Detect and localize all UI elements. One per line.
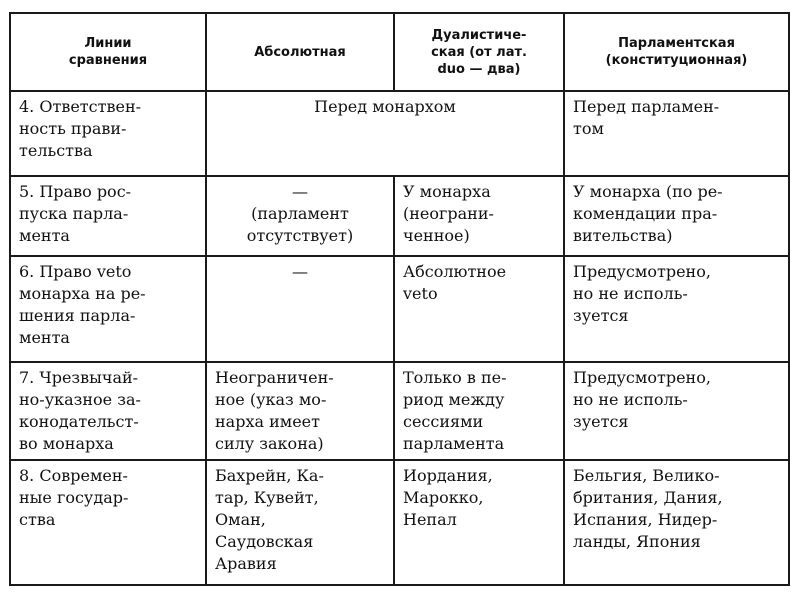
table-row xyxy=(10,91,789,176)
cell-parliamentary: Предусмотрено, но не исполь- зуется xyxy=(564,256,789,362)
table-row xyxy=(10,176,789,256)
row-criterion: 4. Ответствен- ность прави- тельства xyxy=(10,91,206,176)
row-criterion: 6. Право veto монарха на ре- шения парла- мента xyxy=(10,256,206,362)
cell-dualistic: У монарха (неограни- ченное) xyxy=(394,176,564,256)
header-dualistic: Дуалистиче- ская (от лат. duo — два) xyxy=(394,13,564,91)
cell-dualistic: Иордания, Марокко, Непал xyxy=(394,460,564,585)
monarchy-comparison-table xyxy=(9,12,790,586)
row-criterion: 7. Чрезвычай- но-указное за- конодательст- во монарха xyxy=(10,362,206,460)
cell-parliamentary: У монарха (по ре- комендации пра- вительства) xyxy=(564,176,789,256)
row-criterion: 8. Современ- ные государ- ства xyxy=(10,460,206,585)
header-row xyxy=(10,13,789,91)
table-row xyxy=(10,256,789,362)
cell-absolute: — (парламент отсутствует) xyxy=(206,176,394,256)
header-absolute: Абсолютная xyxy=(206,13,394,91)
header-criteria: Линии сравнения xyxy=(10,13,206,91)
table-row xyxy=(10,362,789,460)
cell-parliamentary: Бельгия, Велико- британия, Дания, Испания, Нидер- ланды, Япония xyxy=(564,460,789,585)
cell-dualistic: Только в пе- риод между сессиями парламента xyxy=(394,362,564,460)
cell-absolute: Бахрейн, Ка- тар, Кувейт, Оман, Саудовская Аравия xyxy=(206,460,394,585)
cell-absolute: Неограничен- ное (указ мо- нарха имеет силу закона) xyxy=(206,362,394,460)
cell-absolute-dualistic: Перед монархом xyxy=(206,91,564,176)
cell-parliamentary: Предусмотрено, но не исполь- зуется xyxy=(564,362,789,460)
cell-absolute: — xyxy=(206,256,394,362)
table-row xyxy=(10,460,789,585)
row-criterion: 5. Право рос- пуска парла- мента xyxy=(10,176,206,256)
cell-parliamentary: Перед парламен- том xyxy=(564,91,789,176)
cell-dualistic: Абсолютное veto xyxy=(394,256,564,362)
header-parliamentary: Парламентская (конституционная) xyxy=(564,13,789,91)
